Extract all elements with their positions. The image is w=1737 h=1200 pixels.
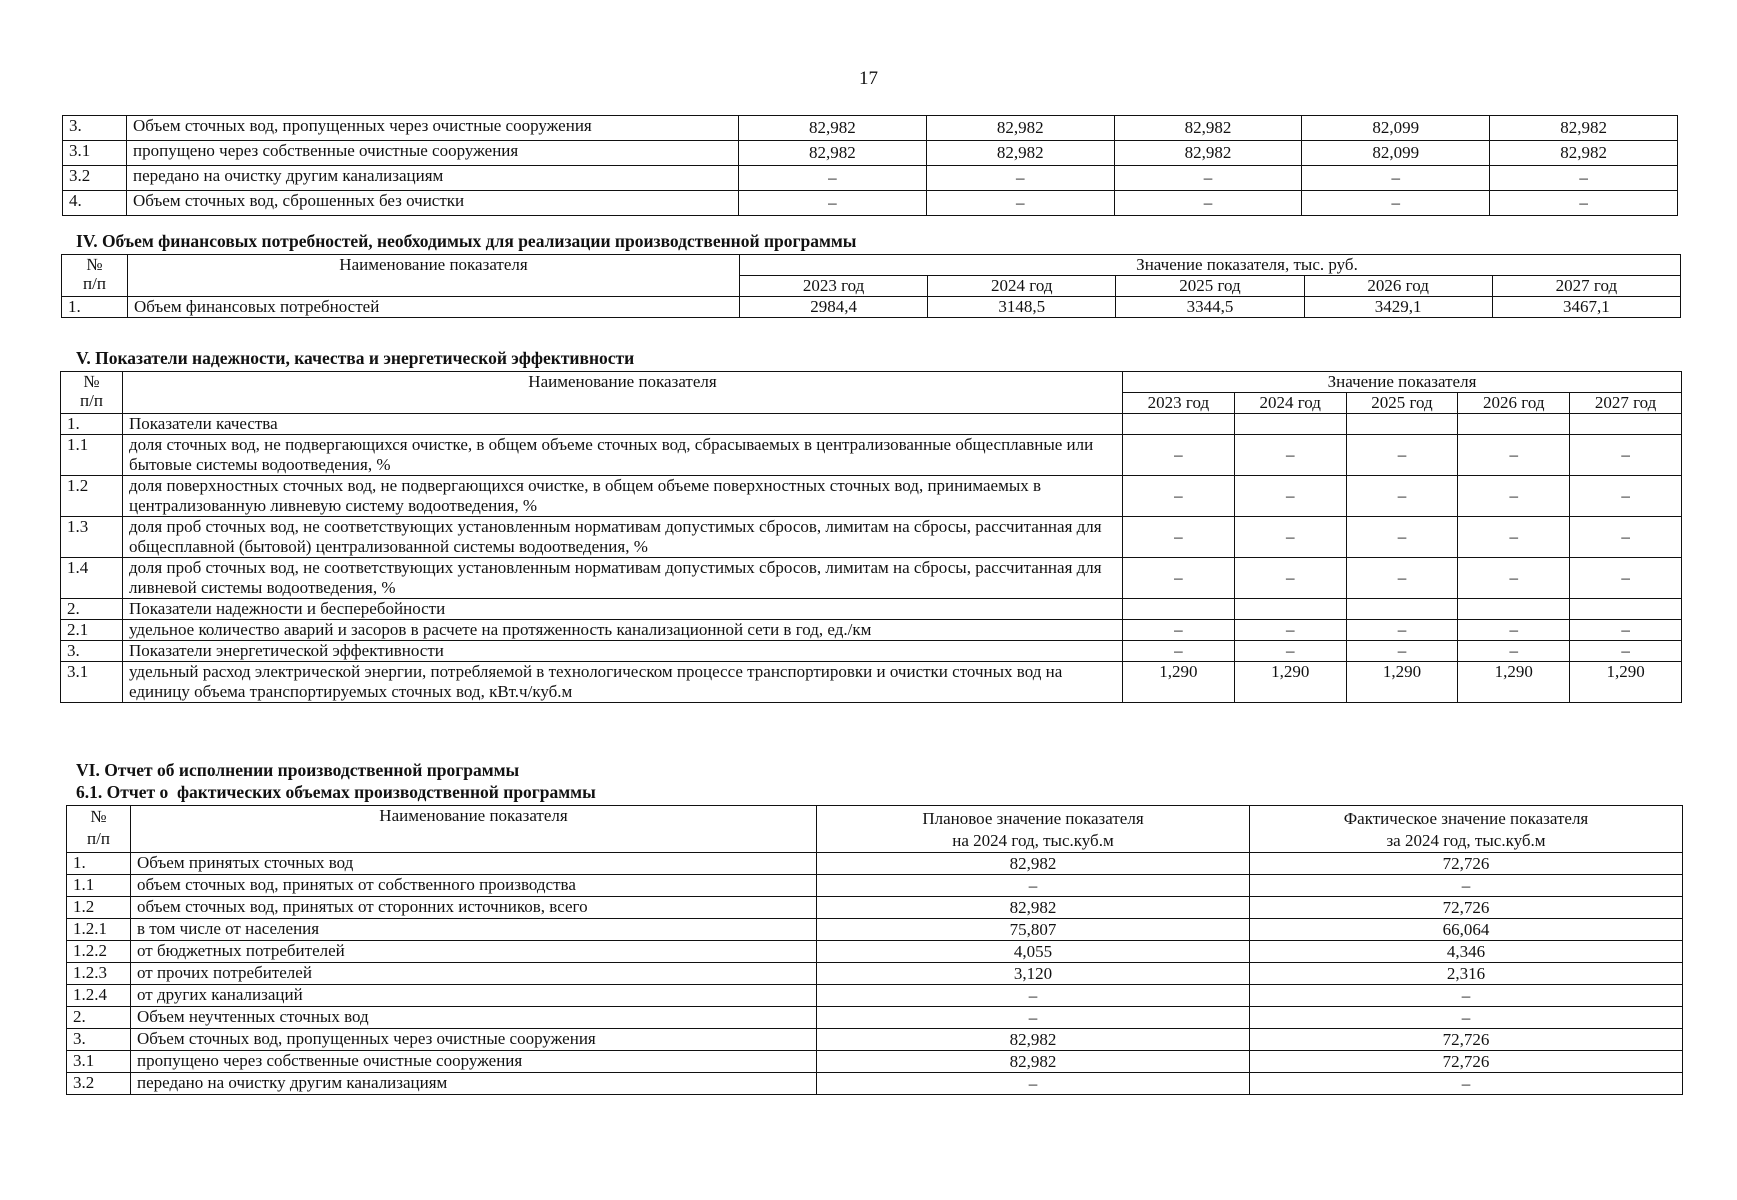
year-header: 2027 год — [1570, 393, 1682, 414]
value-cell: 3429,1 — [1304, 297, 1492, 318]
plan-value: – — [817, 1073, 1250, 1095]
table-row — [67, 875, 1683, 897]
row-number: 1.2.2 — [67, 941, 131, 963]
value-cell: 1,290 — [1570, 662, 1682, 703]
value-cell — [1123, 414, 1235, 435]
value-cell: – — [1490, 166, 1678, 191]
value-cell: – — [1458, 517, 1570, 558]
value-cell: – — [1346, 435, 1458, 476]
value-cell: – — [1570, 476, 1682, 517]
value-cell: – — [1490, 191, 1678, 216]
table-row — [67, 853, 1683, 875]
value-cell — [1458, 599, 1570, 620]
row-number: 3.1 — [67, 1051, 131, 1073]
table-row — [61, 641, 1682, 662]
year-header: 2024 год — [928, 276, 1116, 297]
table-row — [63, 116, 1678, 141]
row-number: 1.2 — [61, 476, 123, 517]
section-6-1-title: 6.1. Отчет о фактических объемах производственной программы — [76, 782, 596, 802]
year-header: 2025 год — [1116, 276, 1304, 297]
value-cell: – — [1346, 620, 1458, 641]
value-cell: – — [1114, 191, 1302, 216]
value-cell: – — [1570, 558, 1682, 599]
row-number: 2. — [67, 1007, 131, 1029]
section-6-title: VI. Отчет об исполнении производственной программы — [76, 760, 520, 780]
value-cell: 1,290 — [1458, 662, 1570, 703]
value-cell: – — [1346, 476, 1458, 517]
value-cell: 3467,1 — [1492, 297, 1680, 318]
row-name: Показатели энергетической эффективности — [123, 641, 1123, 662]
table-row — [61, 599, 1682, 620]
fact-value: 72,726 — [1250, 1051, 1683, 1073]
row-name: от прочих потребителей — [131, 963, 817, 985]
value-cell: 82,982 — [1490, 116, 1678, 141]
fact-value: 72,726 — [1250, 1029, 1683, 1051]
value-cell: – — [926, 191, 1114, 216]
plan-value: – — [817, 985, 1250, 1007]
value-cell: 82,982 — [926, 116, 1114, 141]
plan-header: Плановое значение показателя на 2024 год, тыс.куб.м — [817, 806, 1250, 853]
value-cell: – — [1234, 620, 1346, 641]
plan-value: – — [817, 875, 1250, 897]
value-cell — [1570, 599, 1682, 620]
value-cell: – — [1570, 641, 1682, 662]
page-number: 17 — [859, 68, 878, 89]
value-cell: 82,099 — [1302, 141, 1490, 166]
row-number: 3.1 — [63, 141, 127, 166]
table-row — [67, 1007, 1683, 1029]
value-cell: – — [1123, 435, 1235, 476]
row-number: 1.1 — [67, 875, 131, 897]
table-row — [61, 517, 1682, 558]
value-cell: – — [739, 166, 927, 191]
row-name: Объем принятых сточных вод — [131, 853, 817, 875]
reliability-quality-table — [60, 371, 1682, 703]
value-cell: 1,290 — [1234, 662, 1346, 703]
row-name: пропущено через собственные очистные сооружения — [127, 141, 739, 166]
table-row — [63, 191, 1678, 216]
value-cell: – — [1123, 558, 1235, 599]
value-cell: – — [1234, 517, 1346, 558]
row-number: 3.1 — [61, 662, 123, 703]
year-header: 2025 год — [1346, 393, 1458, 414]
value-cell: – — [1346, 641, 1458, 662]
row-name: доля проб сточных вод, не соответствующих установленным нормативам допустимых сбросов, лимитам на сбросы, рассчитанная для общесплавной (бытовой) централизованной системы водоотведения, % — [123, 517, 1123, 558]
row-name: Объем сточных вод, сброшенных без очистки — [127, 191, 739, 216]
num-header: № п/п — [67, 806, 131, 853]
value-cell: – — [1570, 620, 1682, 641]
table-row — [67, 1051, 1683, 1073]
plan-value: 75,807 — [817, 919, 1250, 941]
row-name: Показатели качества — [123, 414, 1123, 435]
row-name: от других канализаций — [131, 985, 817, 1007]
value-cell: – — [1458, 620, 1570, 641]
fact-header: Фактическое значение показателя за 2024 год, тыс.куб.м — [1250, 806, 1683, 853]
value-cell — [1570, 414, 1682, 435]
row-name: удельное количество аварий и засоров в расчете на протяженность канализационной сети в год, ед./км — [123, 620, 1123, 641]
volumes-table-continuation — [62, 115, 1678, 216]
value-cell: – — [1302, 191, 1490, 216]
row-name: Показатели надежности и бесперебойности — [123, 599, 1123, 620]
year-header: 2027 год — [1492, 276, 1680, 297]
fact-value: 4,346 — [1250, 941, 1683, 963]
fact-value: 72,726 — [1250, 897, 1683, 919]
value-group-header: Значение показателя — [1123, 372, 1682, 393]
value-cell: 3344,5 — [1116, 297, 1304, 318]
table-row — [67, 941, 1683, 963]
value-cell — [1234, 599, 1346, 620]
row-name: объем сточных вод, принятых от собственного производства — [131, 875, 817, 897]
plan-value: 3,120 — [817, 963, 1250, 985]
actual-volumes-table — [66, 805, 1683, 1095]
row-name: пропущено через собственные очистные сооружения — [131, 1051, 817, 1073]
fact-value: – — [1250, 1007, 1683, 1029]
value-cell: – — [1123, 517, 1235, 558]
table-row — [67, 985, 1683, 1007]
row-name: доля проб сточных вод, не соответствующих установленным нормативам допустимых сбросов, лимитам на сбросы, рассчитанная для ливневой системы водоотведения, % — [123, 558, 1123, 599]
value-cell: – — [1234, 435, 1346, 476]
row-number: 2.1 — [61, 620, 123, 641]
row-name: в том числе от населения — [131, 919, 817, 941]
fact-value: – — [1250, 1073, 1683, 1095]
plan-value: 82,982 — [817, 853, 1250, 875]
value-cell: – — [1123, 620, 1235, 641]
value-cell: 82,982 — [1114, 116, 1302, 141]
row-name: удельный расход электрической энергии, потребляемой в технологическом процессе транспортировки и очистки сточных вод на единицу объема транспортируемых сточных вод, кВт.ч/куб.м — [123, 662, 1123, 703]
value-cell: 82,982 — [739, 141, 927, 166]
row-number: 1. — [61, 414, 123, 435]
row-number: 1.2.1 — [67, 919, 131, 941]
row-number: 1.3 — [61, 517, 123, 558]
value-cell: – — [1234, 476, 1346, 517]
row-number: 1.4 — [61, 558, 123, 599]
plan-value: – — [817, 1007, 1250, 1029]
row-number: 2. — [61, 599, 123, 620]
row-number: 3.2 — [63, 166, 127, 191]
row-name: передано на очистку другим канализациям — [127, 166, 739, 191]
year-header: 2023 год — [1123, 393, 1235, 414]
financial-needs-table — [61, 254, 1681, 318]
year-header: 2026 год — [1458, 393, 1570, 414]
year-header: 2024 год — [1234, 393, 1346, 414]
value-cell: 82,982 — [1114, 141, 1302, 166]
row-name: Объем неучтенных сточных вод — [131, 1007, 817, 1029]
table-row — [61, 620, 1682, 641]
table-row — [67, 919, 1683, 941]
value-cell: – — [1114, 166, 1302, 191]
value-cell: – — [1123, 476, 1235, 517]
name-header: Наименование показателя — [131, 806, 817, 853]
value-cell: – — [1458, 435, 1570, 476]
value-cell: 2984,4 — [740, 297, 928, 318]
table-row — [61, 435, 1682, 476]
row-name: объем сточных вод, принятых от сторонних источников, всего — [131, 897, 817, 919]
year-header: 2023 год — [740, 276, 928, 297]
row-name: передано на очистку другим канализациям — [131, 1073, 817, 1095]
value-group-header: Значение показателя, тыс. руб. — [740, 255, 1681, 276]
name-header: Наименование показателя — [123, 372, 1123, 414]
value-cell: – — [1302, 166, 1490, 191]
row-name: Объем финансовых потребностей — [128, 297, 740, 318]
section-4-title: IV. Объем финансовых потребностей, необходимых для реализации производственной программы — [76, 231, 857, 251]
value-cell: – — [1123, 641, 1235, 662]
value-cell: – — [739, 191, 927, 216]
row-number: 3.2 — [67, 1073, 131, 1095]
value-cell — [1458, 414, 1570, 435]
name-header: Наименование показателя — [128, 255, 740, 297]
row-name: Объем сточных вод, пропущенных через очистные сооружения — [131, 1029, 817, 1051]
value-cell: 82,099 — [1302, 116, 1490, 141]
table-row — [67, 963, 1683, 985]
value-cell: 82,982 — [1490, 141, 1678, 166]
value-cell: – — [1458, 476, 1570, 517]
row-number: 1.1 — [61, 435, 123, 476]
table-row — [63, 141, 1678, 166]
plan-value: 4,055 — [817, 941, 1250, 963]
row-name: Объем сточных вод, пропущенных через очистные сооружения — [127, 116, 739, 141]
value-cell: – — [1234, 641, 1346, 662]
value-cell: – — [1458, 558, 1570, 599]
row-number: 1.2.3 — [67, 963, 131, 985]
row-number: 3. — [67, 1029, 131, 1051]
value-cell: 82,982 — [739, 116, 927, 141]
value-cell: – — [1570, 435, 1682, 476]
table-row — [67, 1073, 1683, 1095]
section-5-title: V. Показатели надежности, качества и энергетической эффективности — [76, 348, 635, 368]
year-header: 2026 год — [1304, 276, 1492, 297]
table-row — [67, 1029, 1683, 1051]
value-cell: – — [1570, 517, 1682, 558]
row-name: от бюджетных потребителей — [131, 941, 817, 963]
value-cell: – — [1346, 558, 1458, 599]
value-cell: – — [1346, 517, 1458, 558]
num-header: № п/п — [61, 372, 123, 414]
row-number: 1.2.4 — [67, 985, 131, 1007]
row-number: 3. — [61, 641, 123, 662]
fact-value: 66,064 — [1250, 919, 1683, 941]
fact-value: – — [1250, 985, 1683, 1007]
value-cell: 3148,5 — [928, 297, 1116, 318]
table-row — [67, 897, 1683, 919]
value-cell: 1,290 — [1346, 662, 1458, 703]
row-number: 3. — [63, 116, 127, 141]
value-cell — [1123, 599, 1235, 620]
table-row — [62, 297, 1681, 318]
row-number: 4. — [63, 191, 127, 216]
value-cell — [1234, 414, 1346, 435]
value-cell: – — [926, 166, 1114, 191]
value-cell: – — [1234, 558, 1346, 599]
row-number: 1.2 — [67, 897, 131, 919]
table-row — [61, 558, 1682, 599]
fact-value: 2,316 — [1250, 963, 1683, 985]
plan-value: 82,982 — [817, 1051, 1250, 1073]
table-row — [61, 414, 1682, 435]
fact-value: 72,726 — [1250, 853, 1683, 875]
value-cell: 1,290 — [1123, 662, 1235, 703]
table-row — [61, 662, 1682, 703]
table-row — [61, 476, 1682, 517]
row-name: доля сточных вод, не подвергающихся очистке, в общем объеме сточных вод, сбрасываемых в централизованные общесплавные или бытовые системы водоотведения, % — [123, 435, 1123, 476]
table-row — [63, 166, 1678, 191]
row-number: 1. — [62, 297, 128, 318]
value-cell — [1346, 414, 1458, 435]
value-cell: – — [1458, 641, 1570, 662]
row-number: 1. — [67, 853, 131, 875]
plan-value: 82,982 — [817, 897, 1250, 919]
fact-value: – — [1250, 875, 1683, 897]
value-cell — [1346, 599, 1458, 620]
num-header: № п/п — [62, 255, 128, 297]
value-cell: 82,982 — [926, 141, 1114, 166]
row-name: доля поверхностных сточных вод, не подвергающихся очистке, в общем объеме поверхностных сточных вод, принимаемых в централизованную ливневую систему водоотведения, % — [123, 476, 1123, 517]
plan-value: 82,982 — [817, 1029, 1250, 1051]
